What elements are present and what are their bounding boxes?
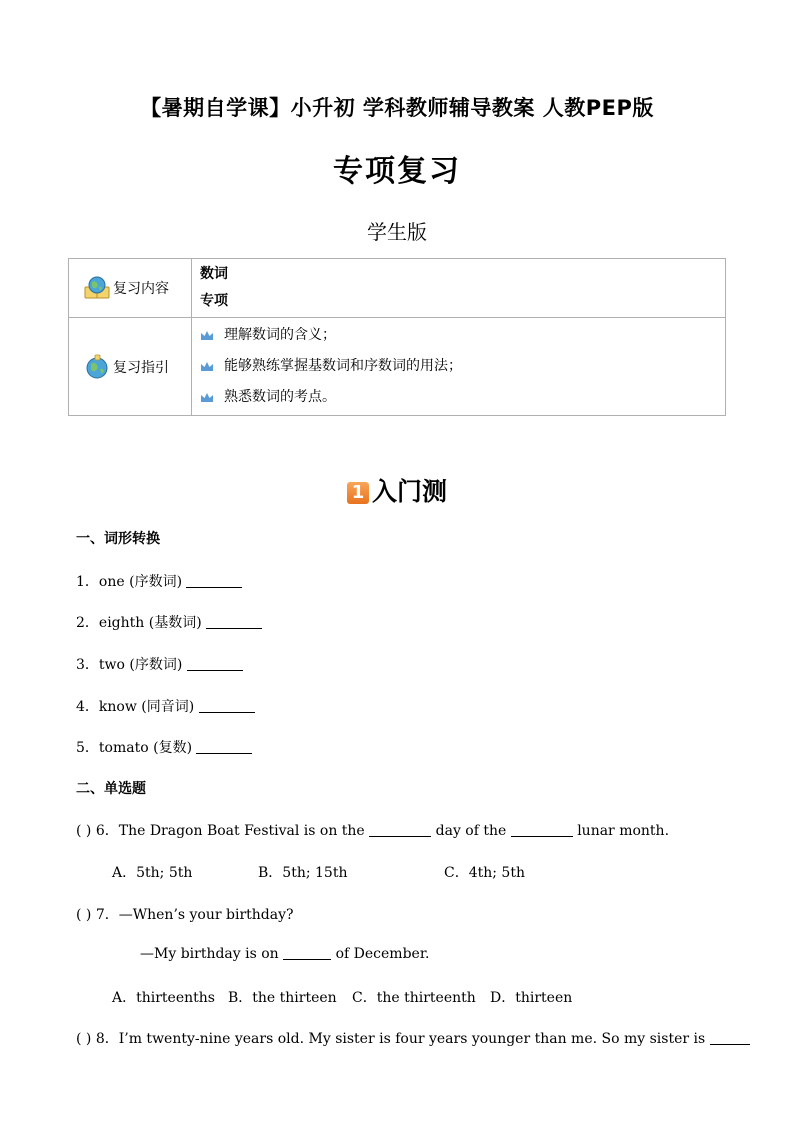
answer-blank[interactable] [206, 614, 262, 629]
question-7: ( ) 7．—When’s your birthday? [76, 907, 294, 923]
book-globe-icon [83, 275, 111, 301]
crown-bullet-icon [200, 361, 214, 372]
answer-blank[interactable] [710, 1030, 750, 1045]
answer-blank[interactable] [511, 822, 573, 837]
q7-option-d[interactable]: D．thirteen [490, 990, 573, 1006]
answer-blank[interactable] [199, 698, 255, 713]
review-content-row [69, 259, 726, 318]
question-8: ( ) 8．I’m twenty-nine years old. My sister is four years younger than me. So my sister is [76, 1028, 750, 1048]
document-header-title: 【暑期自学课】小升初 学科教师辅导教案 人教PEP版 [140, 96, 654, 120]
part2-heading: 二、单选题 [76, 781, 146, 797]
q6-option-b[interactable]: B．5th; 15th [258, 865, 348, 881]
globe-icon [83, 353, 111, 381]
review-guide-label-cell [69, 318, 192, 416]
q7-option-b[interactable]: B．the thirteen [228, 990, 337, 1006]
q6-option-c[interactable]: C．4th; 5th [444, 865, 525, 881]
guide-item: 理解数词的含义； [200, 320, 717, 351]
q7-option-c[interactable]: C．the thirteenth [352, 990, 476, 1006]
review-content-label-cell [69, 259, 192, 318]
answer-blank[interactable] [187, 656, 243, 671]
question-7-line2: —My birthday is on of December. [140, 946, 430, 962]
section-banner [0, 472, 794, 508]
question-4: 4．know (同音词) [76, 696, 255, 716]
question-2: 2．eighth (基数词) [76, 612, 262, 632]
question-1: 1．one (序数词) [76, 571, 242, 591]
guide-item: 能够熟练掌握基数词和序数词的用法； [200, 351, 717, 382]
review-content-line: 专项 [200, 293, 228, 309]
crown-bullet-icon [200, 330, 214, 341]
section-number-badge-icon: 1 [347, 482, 369, 504]
crown-bullet-icon [200, 392, 214, 403]
answer-blank[interactable] [196, 739, 252, 754]
part1-heading: 一、词形转换 [76, 531, 160, 547]
review-guide-label: 复习指引 [113, 359, 169, 376]
review-table [68, 258, 726, 416]
review-guide-row [69, 318, 726, 416]
review-content-line: 数词 [200, 266, 228, 282]
question-3: 3．two (序数词) [76, 654, 243, 674]
answer-blank[interactable] [369, 822, 431, 837]
question-6: ( ) 6．The Dragon Boat Festival is on the day of the lunar month. [76, 823, 670, 839]
question-5: 5．tomato (复数) [76, 737, 252, 757]
version-label: 学生版 [367, 220, 427, 244]
section-title: 入门测 [371, 477, 447, 506]
q7-option-a[interactable]: A．thirteenths [112, 990, 215, 1006]
review-content-cell [192, 259, 726, 318]
q6-option-a[interactable]: A．5th; 5th [112, 865, 193, 881]
answer-blank[interactable] [283, 945, 331, 960]
review-guide-cell [192, 318, 726, 416]
answer-blank[interactable] [186, 573, 242, 588]
guide-item: 熟悉数词的考点。 [200, 382, 717, 413]
review-content-label: 复习内容 [113, 281, 169, 297]
main-title: 专项复习 [333, 154, 461, 189]
